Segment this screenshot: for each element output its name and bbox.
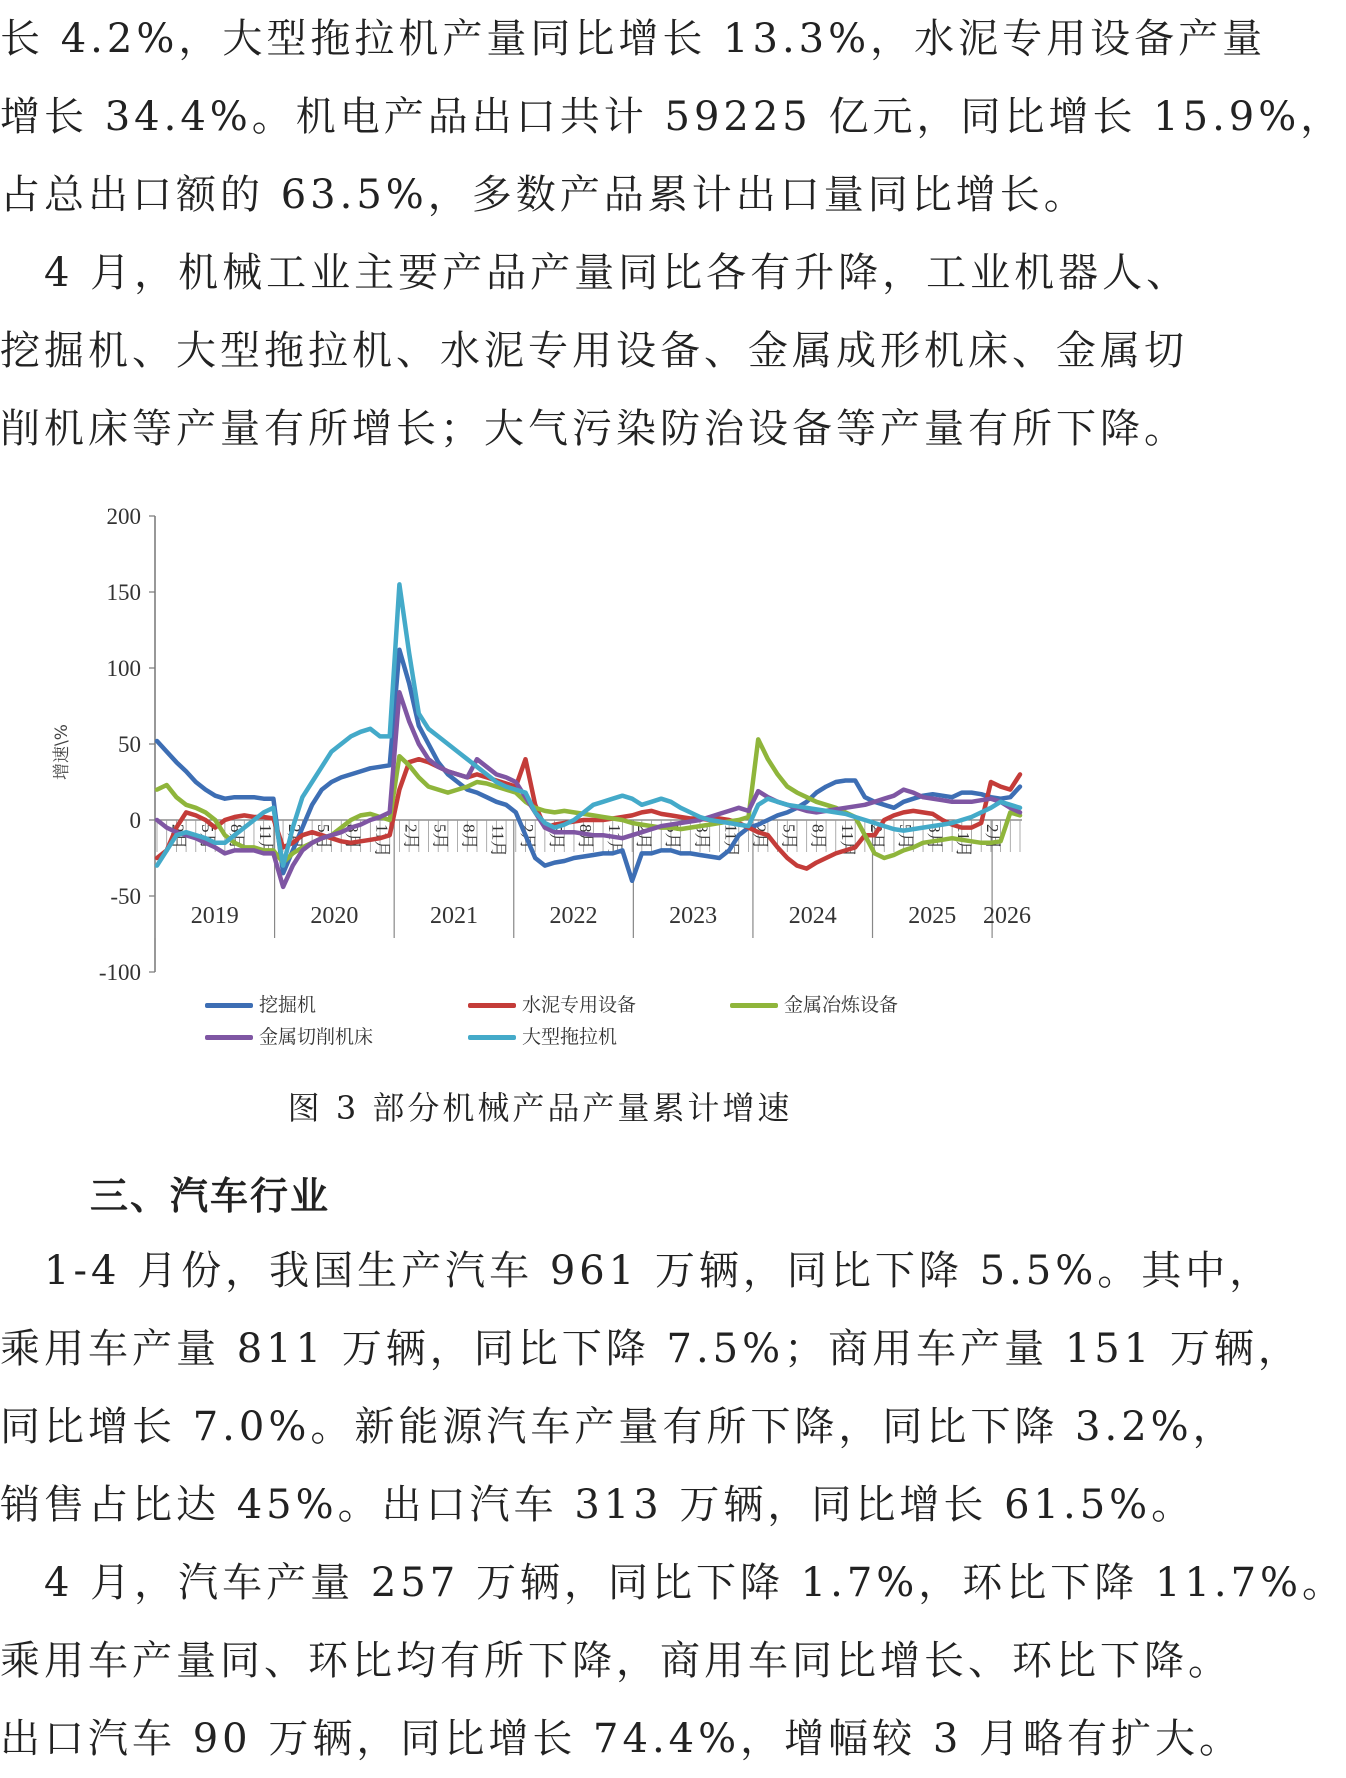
legend-swatch <box>205 1035 253 1040</box>
text-line: 销售占比达 45%。出口汽车 313 万辆，同比增长 61.5%。 <box>0 1482 1196 1528</box>
text-line: 增长 34.4%。机电产品出口共计 59225 亿元，同比增长 15.9%， <box>0 94 1345 140</box>
legend-label: 金属冶炼设备 <box>784 994 899 1016</box>
text-line: 乘用车产量 811 万辆，同比下降 7.5%；商用车产量 151 万辆， <box>0 1326 1302 1372</box>
x-tick-label: 11月 <box>954 824 974 858</box>
text-line: 出口汽车 90 万辆，同比增长 74.4%，增幅较 3 月略有扩大。 <box>0 1716 1243 1762</box>
x-tick-label: 5月 <box>197 824 217 850</box>
y-tick-label: 100 <box>106 656 141 681</box>
text-line: 1-4 月份，我国生产汽车 961 万辆，同比下降 5.5%。其中， <box>0 1248 1274 1294</box>
x-tick-label: 8月 <box>343 824 363 850</box>
legend-entry <box>730 990 898 1017</box>
x-tick-label: 5月 <box>314 824 334 850</box>
x-tick-label: 5月 <box>779 824 799 850</box>
paragraph-3 <box>0 1232 1302 1544</box>
legend-label: 金属切削机床 <box>259 1026 374 1048</box>
x-tick-label: 11月 <box>255 824 275 858</box>
x-tick-label: 2月 <box>285 824 305 850</box>
x-year-label: 2019 <box>190 903 239 929</box>
line-chart <box>0 480 1080 1070</box>
text-line: 长 4.2%，大型拖拉机产量同比增长 13.3%，水泥专用设备产量 <box>0 16 1267 62</box>
x-year-label: 2024 <box>788 903 837 929</box>
x-tick-label: 2月 <box>750 824 770 850</box>
x-year-label: 2020 <box>310 903 359 929</box>
y-tick-label: 0 <box>129 808 141 833</box>
x-tick-label: 2月 <box>401 824 421 850</box>
x-year-label: 2026 <box>983 903 1032 929</box>
x-tick-label: 11月 <box>837 824 857 858</box>
x-tick-label: 11月 <box>372 824 392 858</box>
legend-swatch <box>730 1003 778 1008</box>
x-tick-label: 5月 <box>663 824 683 850</box>
y-tick-label: -50 <box>110 884 141 909</box>
legend-entry <box>468 1022 617 1049</box>
x-tick-label: 8月 <box>459 824 479 850</box>
legend-swatch <box>468 1035 516 1040</box>
x-tick-label: 11月 <box>721 824 741 858</box>
figure-caption: 图 3 部分机械产品产量累计增速 <box>287 1089 793 1127</box>
x-year-label: 2022 <box>549 903 598 929</box>
y-tick-label: -100 <box>98 960 141 985</box>
x-tick-label: 5月 <box>895 824 915 850</box>
x-tick-label: 2月 <box>634 824 654 850</box>
x-tick-label: 5月 <box>430 824 450 850</box>
legend-label: 水泥专用设备 <box>522 994 637 1016</box>
text-line: 乘用车产量同、环比均有所下降，商用车同比增长、环比下降。 <box>0 1638 1232 1684</box>
x-tick-label: 11月 <box>488 824 508 858</box>
paragraph-2 <box>0 234 1191 468</box>
x-tick-label: 2月 <box>168 824 188 850</box>
y-axis-title: 增速\% <box>52 724 72 780</box>
text-line: 4 月，汽车产量 257 万辆，同比下降 1.7%，环比下降 11.7%。 <box>0 1560 1346 1606</box>
x-year-label: 2025 <box>908 903 957 929</box>
x-tick-label: 8月 <box>226 824 246 850</box>
paragraph-4 <box>0 1544 1346 1778</box>
legend-swatch <box>468 1003 516 1008</box>
y-tick-label: 50 <box>118 732 141 757</box>
section-heading: 三、汽车行业 <box>90 1174 331 1218</box>
paragraph-1 <box>0 0 1345 234</box>
x-tick-label: 8月 <box>692 824 712 850</box>
text-line: 削机床等产量有所增长；大气污染防治设备等产量有所下降。 <box>0 406 1188 452</box>
y-tick-label: 200 <box>106 504 141 529</box>
x-tick-label: 2月 <box>983 824 1003 850</box>
x-year-label: 2023 <box>669 903 718 929</box>
text-line: 占总出口额的 63.5%，多数产品累计出口量同比增长。 <box>0 172 1088 218</box>
x-tick-label: 5月 <box>546 824 566 850</box>
legend-label: 大型拖拉机 <box>522 1026 618 1048</box>
x-tick-label: 2月 <box>866 824 886 850</box>
x-tick-label: 11月 <box>605 824 625 858</box>
y-tick-label: 150 <box>106 580 141 605</box>
x-tick-label: 2月 <box>517 824 537 850</box>
x-tick-label: 8月 <box>575 824 595 850</box>
text-line: 同比增长 7.0%。新能源汽车产量有所下降，同比下降 3.2%， <box>0 1404 1237 1450</box>
legend-entry <box>468 990 636 1017</box>
text-line: 4 月，机械工业主要产品产量同比各有升降，工业机器人、 <box>0 250 1191 296</box>
x-year-label: 2021 <box>429 903 478 929</box>
x-tick-label: 8月 <box>808 824 828 850</box>
legend-entry <box>205 990 316 1017</box>
text-line: 挖掘机、大型拖拉机、水泥专用设备、金属成形机床、金属切 <box>0 328 1188 374</box>
legend-swatch <box>205 1003 253 1008</box>
x-tick-label: 8月 <box>925 824 945 850</box>
legend-entry <box>205 1022 373 1049</box>
legend-label: 挖掘机 <box>259 994 317 1016</box>
